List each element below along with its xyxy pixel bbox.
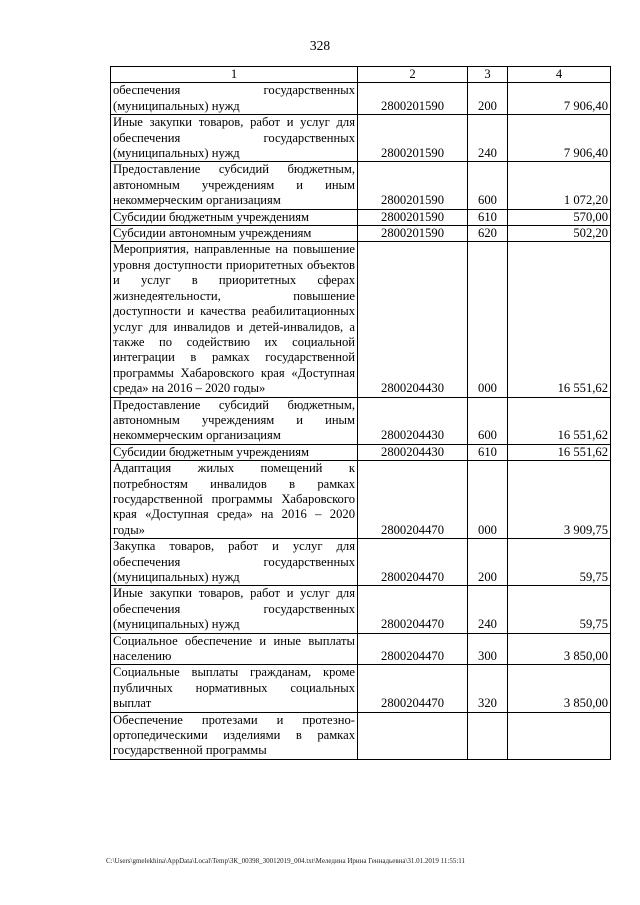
row-type-cell: 240 (468, 115, 508, 162)
table-row (111, 665, 611, 712)
table-body (111, 83, 611, 759)
row-code-cell: 2800204470 (358, 665, 468, 712)
row-code-cell: 2800201590 (358, 209, 468, 225)
row-amount-cell: 7 906,40 (508, 83, 611, 115)
header-col-2: 2 (358, 67, 468, 83)
row-code-cell: 2800204430 (358, 242, 468, 397)
row-type-cell: 000 (468, 242, 508, 397)
table-row (111, 209, 611, 225)
file-path-footer: C:\Users\gmelekhina\AppData\Local\Temp\ЗК_00398_30012019_004.txt\Меледина Ирина Геннадьевна\31.01.2019 11:55:11 (106, 857, 466, 865)
row-amount-cell: 570,00 (508, 209, 611, 225)
row-amount-cell: 3 850,00 (508, 665, 611, 712)
row-amount-cell: 3 909,75 (508, 461, 611, 539)
row-name-cell: Закупка товаров, работ и услуг для обеспечения государственных (муниципальных) нужд (111, 539, 358, 586)
row-name-cell: обеспечения государственных (муниципальных) нужд (111, 83, 358, 115)
row-code-cell: 2800204470 (358, 633, 468, 665)
table-row (111, 83, 611, 115)
header-col-1: 1 (111, 67, 358, 83)
row-code-cell: 2800204470 (358, 586, 468, 633)
row-amount-cell: 3 850,00 (508, 633, 611, 665)
page-number: 328 (309, 38, 331, 53)
row-code-cell: 2800201590 (358, 162, 468, 209)
row-name-cell: Иные закупки товаров, работ и услуг для обеспечения государственных (муниципальных) нужд (111, 586, 358, 633)
row-amount-cell: 502,20 (508, 226, 611, 242)
header-col-4: 4 (508, 67, 611, 83)
row-name-cell: Обеспечение протезами и протезно-ортопедическими изделиями в рамках государственной программы (111, 712, 358, 759)
row-code-cell: 2800204430 (358, 444, 468, 460)
row-type-cell: 200 (468, 539, 508, 586)
table-row (111, 586, 611, 633)
table-row (111, 633, 611, 665)
table-row (111, 712, 611, 759)
row-code-cell: 2800204430 (358, 397, 468, 444)
row-name-cell: Социальное обеспечение и иные выплаты населению (111, 633, 358, 665)
row-amount-cell: 16 551,62 (508, 242, 611, 397)
table-row (111, 242, 611, 397)
row-amount-cell: 59,75 (508, 539, 611, 586)
row-type-cell: 320 (468, 665, 508, 712)
row-name-cell: Субсидии бюджетным учреждениям (111, 209, 358, 225)
row-code-cell: 2800204470 (358, 539, 468, 586)
row-amount-cell: 1 072,20 (508, 162, 611, 209)
row-amount-cell (508, 712, 611, 759)
row-code-cell: 2800201590 (358, 115, 468, 162)
row-type-cell: 610 (468, 444, 508, 460)
row-amount-cell: 16 551,62 (508, 397, 611, 444)
row-code-cell: 2800204470 (358, 461, 468, 539)
table-header-row (111, 67, 611, 83)
table-row (111, 444, 611, 460)
row-name-cell: Субсидии бюджетным учреждениям (111, 444, 358, 460)
row-code-cell: 2800201590 (358, 83, 468, 115)
row-amount-cell: 59,75 (508, 586, 611, 633)
row-name-cell: Иные закупки товаров, работ и услуг для обеспечения государственных (муниципальных) нужд (111, 115, 358, 162)
table-row (111, 397, 611, 444)
row-type-cell: 620 (468, 226, 508, 242)
row-type-cell: 610 (468, 209, 508, 225)
row-name-cell: Мероприятия, направленные на повышение уровня доступности приоритетных объектов и услуг в приоритетных сферах жизнедеятельности, повышение доступности и качества реабилитационных услуг для инвалидов и детей-инвалидов, а также по содействию их социальной интеграции в рамках государственной программы Хабаровского края «Доступная среда» на 2016 – 2020 годы» (111, 242, 358, 397)
row-name-cell: Социальные выплаты гражданам, кроме публичных нормативных социальных выплат (111, 665, 358, 712)
table-row (111, 115, 611, 162)
row-type-cell: 240 (468, 586, 508, 633)
row-type-cell: 000 (468, 461, 508, 539)
row-type-cell: 600 (468, 162, 508, 209)
row-name-cell: Предоставление субсидий бюджетным, автономным учреждениям и иным некоммерческим организациям (111, 397, 358, 444)
table-row (111, 162, 611, 209)
row-type-cell: 300 (468, 633, 508, 665)
row-type-cell: 600 (468, 397, 508, 444)
row-type-cell (468, 712, 508, 759)
table-row (111, 539, 611, 586)
row-name-cell: Субсидии автономным учреждениям (111, 226, 358, 242)
row-name-cell: Адаптация жилых помещений к потребностям инвалидов в рамках государственной программы Хабаровского края «Доступная среда» на 2016 – 2020 годы» (111, 461, 358, 539)
row-amount-cell: 7 906,40 (508, 115, 611, 162)
row-code-cell: 2800201590 (358, 226, 468, 242)
row-amount-cell: 16 551,62 (508, 444, 611, 460)
table-row (111, 461, 611, 539)
table-row (111, 226, 611, 242)
header-col-3: 3 (468, 67, 508, 83)
budget-table (110, 66, 611, 760)
row-code-cell (358, 712, 468, 759)
row-name-cell: Предоставление субсидий бюджетным, автономным учреждениям и иным некоммерческим организациям (111, 162, 358, 209)
row-type-cell: 200 (468, 83, 508, 115)
